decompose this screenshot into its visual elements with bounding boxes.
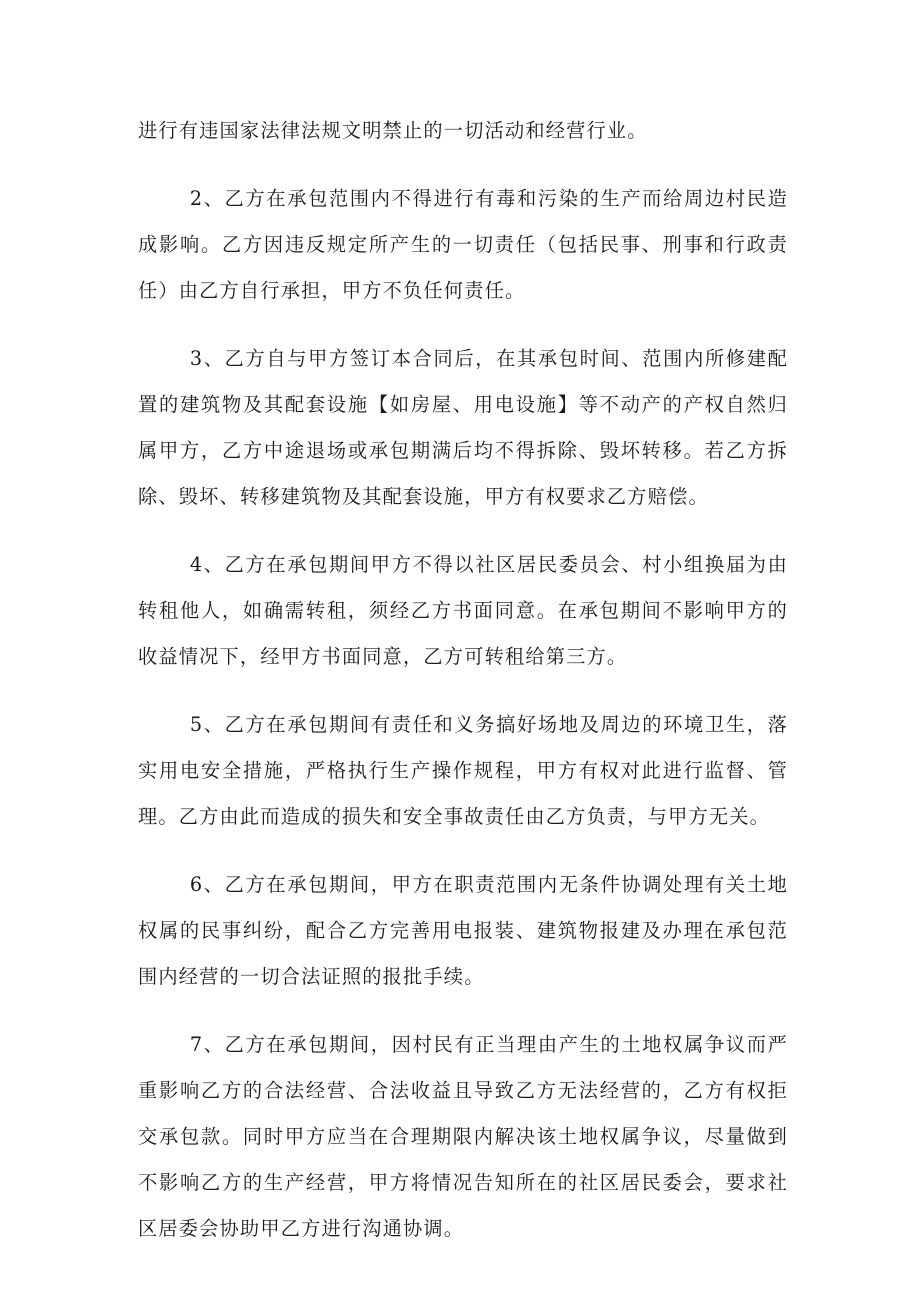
paragraph-continuation: 进行有违国家法律法规文明禁止的一切活动和经营行业。 xyxy=(138,119,648,142)
paragraph-clause-2: 2、乙方在承包范围内不得进行有毒和污染的生产而给周边村民造成影响。乙方因违反规定所产生的一切责任（包括民事、刑事和行政责任）由乙方自行承担，甲方不负任何责任。 xyxy=(138,187,788,302)
paragraph-clause-7: 7、乙方在承包期间，因村民有正当理由产生的土地权属争议而严重影响乙方的合法经营、合法收益且导致乙方无法经营的，乙方有权拒交承包款。同时甲方应当在合理期限内解决该土地权属争议，尽量做到不影响乙方的生产经营，甲方将情况告知所在的社区居民委会，要求社区居委会协助甲乙方进行沟通协调。 xyxy=(138,1033,788,1240)
paragraph-clause-3: 3、乙方自与甲方签订本合同后，在其承包时间、范围内所修建配置的建筑物及其配套设施【如房屋、用电设施】等不动产的产权自然归属甲方，乙方中途退场或承包期满后均不得拆除、毁坏转移。若乙方拆除、毁坏、转移建筑物及其配套设施，甲方有权要求乙方赔偿。 xyxy=(138,347,788,508)
paragraph-clause-5: 5、乙方在承包期间有责任和义务搞好场地及周边的环境卫生，落实用电安全措施，严格执行生产操作规程，甲方有权对此进行监督、管理。乙方由此而造成的损失和安全事故责任由乙方负责，与甲方无关。 xyxy=(138,713,788,828)
document-body xyxy=(138,108,788,1274)
paragraph-clause-4: 4、乙方在承包期间甲方不得以社区居民委员会、村小组换届为由转租他人，如确需转租，须经乙方书面同意。在承包期间不影响甲方的收益情况下，经甲方书面同意，乙方可转租给第三方。 xyxy=(138,553,788,668)
paragraph-clause-6: 6、乙方在承包期间，甲方在职责范围内无条件协调处理有关土地权属的民事纠纷，配合乙方完善用电报装、建筑物报建及办理在承包范围内经营的一切合法证照的报批手续。 xyxy=(138,873,788,988)
